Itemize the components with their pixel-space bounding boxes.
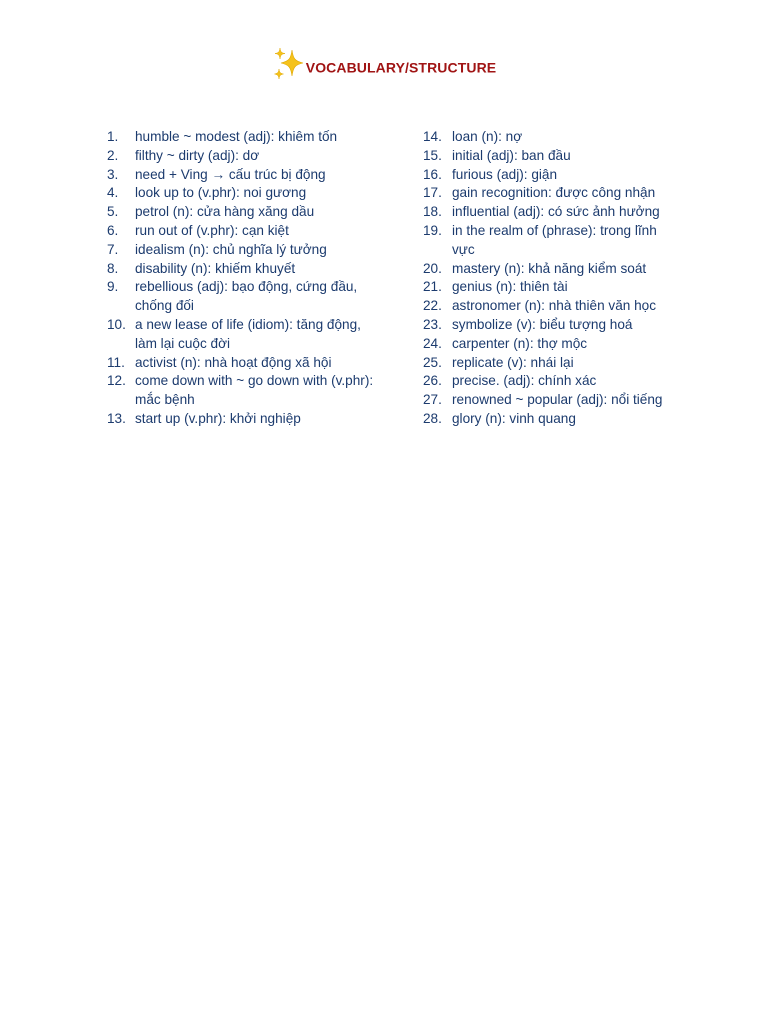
vocab-item-text: genius (n): thiên tài <box>452 279 568 295</box>
vocab-item <box>423 354 683 373</box>
vocab-item-number: 23. <box>423 316 442 332</box>
vocab-item-text: renowned ~ popular (adj): nổi tiếng <box>452 392 663 408</box>
title-text: VOCABULARY/STRUCTURE <box>305 59 497 76</box>
vocab-item <box>423 184 683 203</box>
vocab-item-text: rebellious (adj): bạo động, cứng đầu, chống đối <box>135 279 358 314</box>
vocab-item-number: 3. <box>107 166 119 182</box>
vocab-item <box>423 147 683 166</box>
vocab-item-text: initial (adj): ban đầu <box>452 147 571 163</box>
vocab-item-number: 27. <box>423 392 442 408</box>
vocabulary-list-right <box>423 128 683 429</box>
vocab-item-number: 4. <box>107 185 119 201</box>
vocab-item-text: need + Ving → cấu trúc bị động <box>135 166 326 182</box>
vocab-item-text: symbolize (v): biểu tượng hoá <box>452 316 633 332</box>
vocab-item <box>107 166 377 185</box>
vocab-item-number: 13. <box>107 410 126 426</box>
vocab-item <box>423 222 683 260</box>
vocab-item-number: 18. <box>423 204 442 220</box>
vocab-item <box>107 128 377 147</box>
vocab-item <box>107 372 377 410</box>
vocab-item-number: 8. <box>107 260 119 276</box>
vocab-item <box>107 222 377 241</box>
vocab-item-text: influential (adj): có sức ảnh hưởng <box>452 204 660 220</box>
vocab-item-number: 19. <box>423 222 442 238</box>
vocab-item-number: 10. <box>107 316 126 332</box>
page-title <box>0 46 768 87</box>
vocab-item <box>423 391 683 410</box>
vocab-item-text: start up (v.phr): khởi nghiệp <box>135 410 301 426</box>
vocab-item <box>107 316 377 354</box>
vocab-item-number: 24. <box>423 335 442 351</box>
vocab-item <box>423 297 683 316</box>
vocab-item-text: carpenter (n): thợ mộc <box>452 335 588 351</box>
vocab-item-number: 7. <box>107 241 119 257</box>
vocab-item-text: in the realm of (phrase): trong lĩnh vực <box>452 222 657 257</box>
vocab-item-number: 20. <box>423 260 442 276</box>
vocab-item-text: gain recognition: được công nhận <box>452 185 656 201</box>
vocab-item <box>423 372 683 391</box>
vocab-item-text: activist (n): nhà hoạt động xã hội <box>135 354 332 370</box>
vocab-item-number: 26. <box>423 373 442 389</box>
vocab-item <box>423 166 683 185</box>
vocab-item-text: mastery (n): khả năng kiểm soát <box>452 260 647 276</box>
vocab-item-number: 5. <box>107 204 119 220</box>
vocab-item-text: loan (n): nợ <box>452 129 523 144</box>
vocab-item-text: replicate (v): nhái lại <box>452 354 574 370</box>
vocab-item-number: 15. <box>423 147 442 163</box>
vocab-item-number: 1. <box>107 129 119 144</box>
vocab-item-text: run out of (v.phr): cạn kiệt <box>135 222 289 238</box>
vocab-item <box>107 184 377 203</box>
vocab-item-text: filthy ~ dirty (adj): dơ <box>135 147 260 163</box>
vocab-item <box>423 410 683 429</box>
vocab-item-text: come down with ~ go down with (v.phr): mắc bệnh <box>135 373 374 408</box>
vocab-item-text: idealism (n): chủ nghĩa lý tưởng <box>135 241 327 257</box>
vocab-item-text: petrol (n): cửa hàng xăng dầu <box>135 204 315 220</box>
vocab-item-number: 14. <box>423 129 442 144</box>
vocab-item-number: 17. <box>423 185 442 201</box>
vocab-item-text: furious (adj): giận <box>452 166 558 182</box>
vocab-item-number: 16. <box>423 166 442 182</box>
vocab-item-number: 28. <box>423 410 442 426</box>
vocab-item <box>423 203 683 222</box>
vocab-item-number: 11. <box>107 354 125 370</box>
vocab-item <box>423 278 683 297</box>
vocab-item <box>423 260 683 279</box>
vocab-item <box>423 128 683 147</box>
vocab-item <box>107 203 377 222</box>
vocab-item <box>107 354 377 373</box>
vocab-item <box>107 147 377 166</box>
vocab-item <box>107 241 377 260</box>
vocab-item-number: 12. <box>107 373 126 389</box>
vocab-item-text: a new lease of life (idiom): tăng động, làm lại cuộc đời <box>135 316 361 351</box>
vocab-item <box>107 278 377 316</box>
vocab-item <box>423 335 683 354</box>
vocab-item-number: 9. <box>107 279 119 295</box>
vocabulary-list-left <box>107 128 377 429</box>
vocab-item-number: 2. <box>107 147 119 163</box>
vocab-item-text: precise. (adj): chính xác <box>452 373 597 389</box>
vocab-item-number: 21. <box>423 279 442 295</box>
vocab-item-text: astronomer (n): nhà thiên văn học <box>452 298 657 314</box>
vocab-item <box>107 260 377 279</box>
vocab-item-text: humble ~ modest (adj): khiêm tốn <box>135 129 338 144</box>
vocab-item <box>423 316 683 335</box>
vocab-item-number: 25. <box>423 354 442 370</box>
vocab-item-number: 6. <box>107 222 119 238</box>
vocab-item <box>107 410 377 429</box>
vocab-item-number: 22. <box>423 298 442 314</box>
sparkles-icon <box>272 47 306 83</box>
vocab-item-text: disability (n): khiếm khuyết <box>135 260 296 276</box>
vocab-item-text: glory (n): vinh quang <box>452 410 576 426</box>
vocab-item-text: look up to (v.phr): noi gương <box>135 185 307 201</box>
